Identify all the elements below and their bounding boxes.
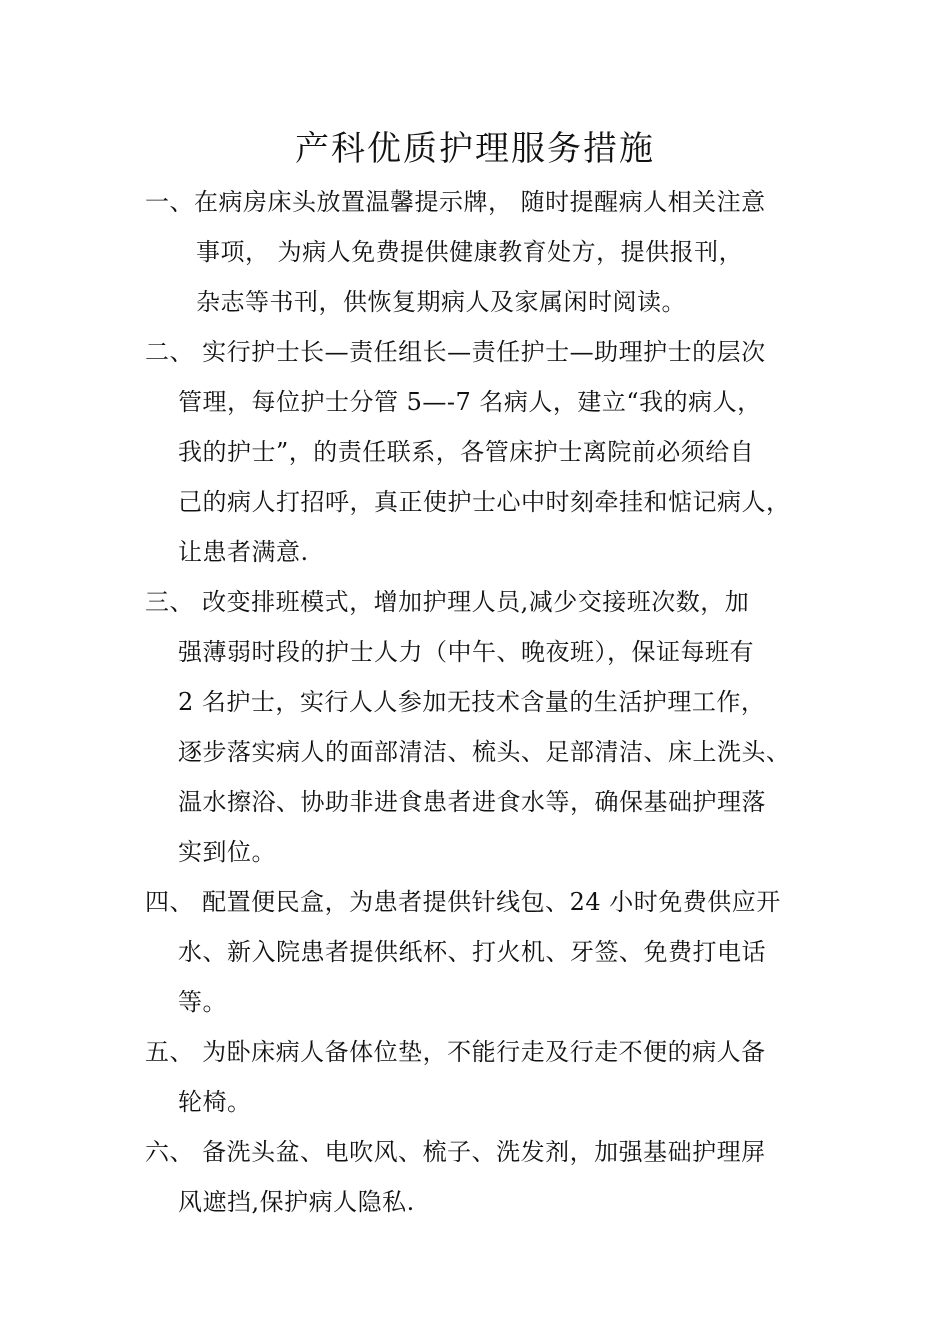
paragraph-line: 四、 配置便民盒，为患者提供针线包、24 小时免费供应开 [145, 888, 781, 916]
paragraph-line: 我的护士”，的责任联系，各管床护士离院前必须给自 [178, 438, 755, 466]
paragraph-line: 管理，每位护士分管 5—-7 名病人，建立“我的病人， [178, 388, 762, 416]
paragraph-line: 逐步落实病人的面部清洁、梳头、足部清洁、床上洗头、 [178, 738, 791, 766]
paragraph-line: 二、 实行护士长—责任组长—责任护士—助理护士的层次 [145, 338, 766, 366]
paragraph-line: 三、 改变排班模式，增加护理人员,减少交接班次数，加 [145, 588, 750, 616]
paragraph-line: 强薄弱时段的护士人力（中午、晚夜班），保证每班有 [178, 638, 754, 666]
paragraph-line: 一、在病房床头放置温馨提示牌， 随时提醒病人相关注意 [145, 188, 766, 216]
paragraph-line: 杂志等书刊，供恢复期病人及家属闲时阅读。 [196, 288, 686, 316]
paragraph-line: 五、 为卧床病人备体位垫，不能行走及行走不便的病人备 [145, 1038, 766, 1066]
paragraph-line: 事项， 为病人免费提供健康教育处方，提供报刊， [196, 238, 744, 266]
paragraph-line: 温水擦浴、协助非进食患者进食水等，确保基础护理落 [178, 788, 766, 816]
paragraph-line: 己的病人打招呼，真正使护士心中时刻牵挂和惦记病人， [178, 488, 791, 516]
paragraph-line: 让患者满意. [178, 538, 309, 566]
paragraph-line: 轮椅。 [178, 1088, 252, 1116]
paragraph-line: 2 名护士，实行人人参加无技术含量的生活护理工作， [178, 688, 766, 716]
paragraph-line: 风遮挡,保护病人隐私. [178, 1188, 415, 1216]
paragraph-line: 实到位。 [178, 838, 276, 866]
paragraph-line: 等。 [178, 988, 227, 1016]
paragraph-line: 六、 备洗头盆、电吹风、梳子、洗发剂，加强基础护理屏 [145, 1138, 766, 1166]
page-title: 产科优质护理服务措施 [295, 129, 655, 169]
paragraph-line: 水、新入院患者提供纸杯、打火机、牙签、免费打电话 [178, 938, 766, 966]
